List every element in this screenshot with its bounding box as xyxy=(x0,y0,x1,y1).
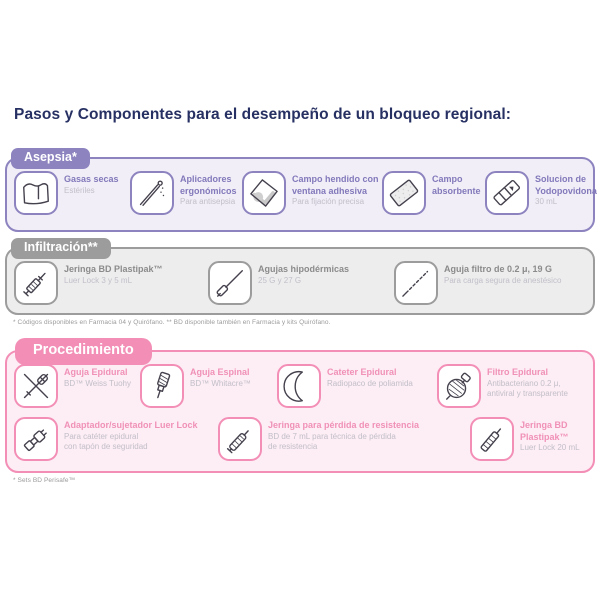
item-title: Aguja filtro de 0.2 μ, 19 G xyxy=(444,264,553,274)
luer-adapter-icon xyxy=(14,417,58,461)
item-title: Campo hendido con ventana adhesiva xyxy=(292,174,379,196)
list-item xyxy=(14,417,218,461)
item-subtitle: antiviral y transparente xyxy=(487,389,568,399)
page-title: Pasos y Componentes para el desempeño de un bloqueo regional: xyxy=(14,106,512,123)
procedimiento-row-2 xyxy=(7,408,593,461)
iodine-solution-icon xyxy=(485,171,529,215)
item-title: Agujas hipodérmicas xyxy=(258,264,350,274)
item-subtitle: con tapón de seguridad xyxy=(64,442,148,452)
list-item xyxy=(140,364,277,408)
syringe-20ml-icon xyxy=(470,417,514,461)
section-infiltracion xyxy=(5,240,595,315)
catheter-icon xyxy=(277,364,321,408)
item-subtitle: Para catéter epidural xyxy=(64,431,139,441)
syringe-icon xyxy=(14,261,58,305)
item-subtitle: Para antisepsia xyxy=(180,197,236,207)
item-subtitle: Estériles xyxy=(64,185,95,195)
list-item xyxy=(14,171,130,215)
item-subtitle: Para carga segura de anestésico xyxy=(444,275,562,285)
item-title: Solucion de Yodopovidona xyxy=(535,174,597,196)
item-title: Jeringa BD Plastipak™ xyxy=(520,420,569,442)
list-item xyxy=(394,261,587,305)
item-title: Aguja Espinal xyxy=(190,367,250,377)
list-item xyxy=(437,364,587,408)
section-procedimiento xyxy=(5,342,595,473)
section-asepsia xyxy=(5,150,597,232)
item-subtitle: Para fijación precisa xyxy=(292,197,365,207)
section-procedimiento-tab: Procedimiento xyxy=(15,338,152,365)
list-item xyxy=(470,417,587,461)
list-item xyxy=(14,364,140,408)
spinal-needle-icon xyxy=(140,364,184,408)
item-subtitle: 30 mL xyxy=(535,197,558,207)
list-item xyxy=(14,261,208,305)
list-item xyxy=(242,171,382,215)
drape-window-icon xyxy=(242,171,286,215)
infiltracion-footnote: * Códigos disponibles en Farmacia 04 y Quirófano. ** BD disponible también en Farmacia y kits Quirófano. xyxy=(13,319,331,326)
list-item xyxy=(218,417,470,461)
list-item xyxy=(208,261,394,305)
asepsia-items xyxy=(7,159,597,215)
hypodermic-needle-icon xyxy=(208,261,252,305)
item-title: Jeringa para pérdida de resistencia xyxy=(268,420,420,430)
lor-syringe-icon xyxy=(218,417,262,461)
section-asepsia-tab: Asepsia* xyxy=(11,148,90,169)
swab-icon xyxy=(130,171,174,215)
item-subtitle: de resistencia xyxy=(268,442,318,452)
item-subtitle: Antibacteriano 0.2 μ, xyxy=(487,378,561,388)
item-title: Aguja Epidural xyxy=(64,367,128,377)
section-infiltracion-tab: Infiltración** xyxy=(11,238,111,259)
gauze-icon xyxy=(14,171,58,215)
list-item xyxy=(382,171,485,215)
item-subtitle: BD™ Whitacre™ xyxy=(190,378,251,388)
item-title: Filtro Epidural xyxy=(487,367,549,377)
item-subtitle: Luer Lock 3 y 5 mL xyxy=(64,275,133,285)
list-item xyxy=(277,364,437,408)
absorbent-pad-icon xyxy=(382,171,426,215)
item-title: Campo absorbente xyxy=(432,174,481,196)
item-title: Aplicadores ergonómicos xyxy=(180,174,237,196)
item-subtitle: BD™ Weiss Tuohy xyxy=(64,378,131,388)
list-item xyxy=(130,171,242,215)
item-subtitle: Radiopaco de poliamida xyxy=(327,378,413,388)
filter-needle-icon xyxy=(394,261,438,305)
item-subtitle: 25 G y 27 G xyxy=(258,275,302,285)
item-title: Gasas secas xyxy=(64,174,119,184)
item-subtitle: Luer Lock 20 mL xyxy=(520,443,580,453)
procedimiento-footnote: * Sets BD Perisafe™ xyxy=(13,477,76,484)
item-title: Cateter Epidural xyxy=(327,367,397,377)
epidural-needle-icon xyxy=(14,364,58,408)
list-item xyxy=(485,171,597,215)
item-title: Adaptador/sujetador Luer Lock xyxy=(64,420,198,430)
item-subtitle: BD de 7 mL para técnica de pérdida xyxy=(268,431,396,441)
epidural-filter-icon xyxy=(437,364,481,408)
item-title: Jeringa BD Plastipak™ xyxy=(64,264,163,274)
